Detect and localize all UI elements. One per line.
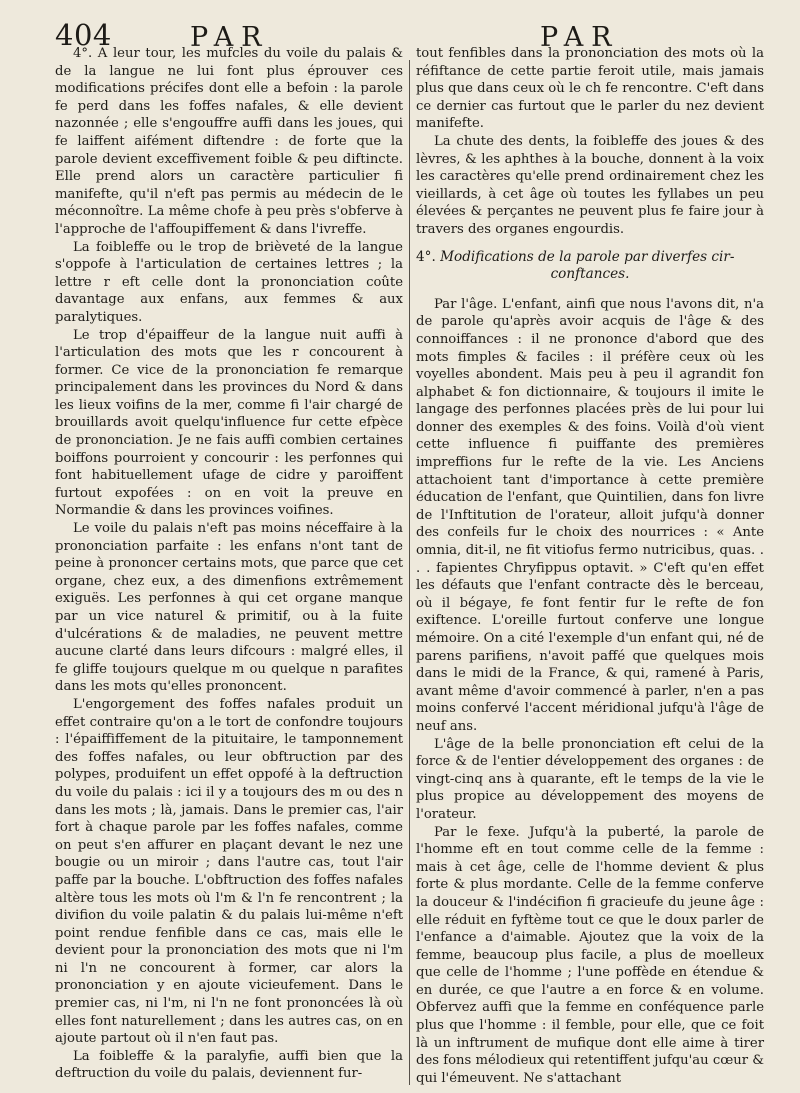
paragraph: La chute des dents, la foibleffe des joues & des lèvres, & les aphthes à la bouche, donnent à la voix les caractères qu'elle prend ordinairement chez les vieillards, à cet âge où toutes les fyllabes un peu élevées & perçantes ne peuvent plus fe faire jour à travers des organes engourdis. [416, 133, 764, 237]
right-column [416, 45, 764, 1087]
section-heading [416, 249, 764, 284]
paragraph: L'âge de la belle prononciation eft celui de la force & de l'entier développement des organes : de vingt-cinq ans à quarante, eft le temps de la vie le plus propice au développement des moyens de l'orateur. [416, 736, 764, 822]
running-head-left: PAR [190, 22, 270, 53]
running-head-right: PAR [540, 22, 620, 53]
paragraph: La foibleffe ou le trop de brièveté de la langue s'oppofe à l'articulation de certaines lettres ; la lettre r eft celle dont la prononciation coûte davantage aux enfans, aux femmes & aux paralytiques. [55, 239, 403, 325]
paragraph: L'engorgement des foffes nafales produit un effet contraire qu'on a le tort de confondre toujours : l'épaiffiffement de la pituitaire, le tamponnement des foffes nafales, ou leur obftruction par des polypes, produifent un effet oppofé à la deftruction du voile du palais : ici il y a toujours des m ou des n dans les mots ; là, jamais. Dans le premier cas, l'air fort à chaque parole par les foffes nafales, comme on peut s'en affurer en plaçant devant le nez une bougie ou un miroir ; dans l'autre cas, tout l'air paffe par la bouche. L'obftruction des foffes nafales altère tous les mots où l'm & l'n fe rencontrent ; la divifion du voile palatin & du palais lui-même n'eft point rendue fenfible dans ce cas, mais elle le devient pour la prononciation des mots que ni l'm ni l'n ne concourent à former, car alors la prononciation y en ajoute vicieufement. Dans le premier cas, ni l'm, ni l'n ne font prononcées là où elles font naturellement ; dans les autres cas, on en ajoute partout où il n'en faut pas. [55, 696, 403, 1047]
paragraph: Par l'âge. L'enfant, ainfi que nous l'avons dit, n'a de parole qu'après avoir acquis de l'âge & des connoiffances : il ne prononce d'abord que des mots fimples & faciles : il préfère ceux où les voyelles abondent. Mais peu à peu il agrandit fon alphabet & fon dictionnaire, & toujours il imite le langage des perfonnes placées près de lui pour lui donner des exemples & des foins. Voilà d'où vient cette influence fi puiffante des premières impreffions fur le refte de la vie. Les Anciens attachoient tant d'importance à cette première éducation de l'enfant, que Quintilien, dans fon livre de l'Inftitution de l'orateur, alloit jufqu'à donner des confeils fur le choix des nourrices : « Ante omnia, dit-il, ne fit vitiofus fermo nutricibus, quas. . . . fapientes Chryfippus optavit. » C'eft qu'en effet les défauts que l'enfant contracte dès le berceau, où il bégaye, fe font fentir fur le refte de fon exiftence. L'oreille furtout conferve une longue mémoire. On a cité l'exemple d'un enfant qui, né de parens parifiens, n'avoit paffé que quelques mois dans le midi de la France, & qui, ramené à Paris, avant même d'avoir commencé à parler, n'en a pas moins confervé l'accent méridional jufqu'à l'âge de neuf ans. [416, 296, 764, 734]
paragraph: Le voile du palais n'eft pas moins néceffaire à la prononciation parfaite : les enfans n'ont tant de peine à prononcer certains mots, que parce que cet organe, chez eux, a des dimenfions extrêmement exiguës. Les perfonnes à qui cet organe manque par un vice naturel & primitif, ou à la fuite d'ulcérations & de maladies, ne peuvent mettre aucune clarté dans leurs difcours : malgré elles, il fe gliffe toujours quelque m ou quelque n parafites dans les mots qu'elles prononcent. [55, 521, 403, 695]
column-rule [409, 60, 410, 1085]
paragraph: Le trop d'épaiffeur de la langue nuit auffi à l'articulation des mots que les r concourent à former. Ce vice de la prononciation fe remarque principalement dans les provinces du Nord & dans les lieux voifins de la mer, comme fi l'air chargé de brouillards avoit quelqu'influence fur cette efpèce de prononciation. Je ne fais auffi combien certaines boiffons pourroient y concourir : les perfonnes qui font habituellement ufage de cidre y paroiffent furtout expofées : on en voit la preuve en Normandie & dans les provinces voifines. [55, 327, 403, 519]
paragraph: La foibleffe & la paralyfie, auffi bien que la deftruction du voile du palais, deviennent fur- [55, 1048, 403, 1082]
section-title-line2: conftances. [550, 266, 630, 283]
paragraph: 4°. A leur tour, les mufcles du voile du palais & de la langue ne lui font plus éprouver ces modifications précifes dont elle a befoin : la parole fe perd dans les foffes nafales, & elle devient nazonnée ; elle s'engouffre auffi dans les joues, qui fe laiffent aifément diftendre : de forte que la parole devient exceffivement foible & peu diftincte. Elle prend alors un caractère particulier fi manifefte, qu'il n'eft pas permis au médecin de le méconnoître. La même chofe à peu près s'obferve à l'approche de l'affoupiffement & dans l'ivreffe. [55, 46, 403, 237]
page-number: 404 [55, 18, 112, 52]
left-column [55, 45, 403, 1083]
paragraph: tout fenfibles dans la prononciation des mots où la réfiftance de cette partie feroit utile, mais jamais plus que dans ceux où le ch fe rencontre. C'eft dans ce dernier cas furtout que le parler du nez devient manifefte. [416, 46, 764, 132]
section-title-line1: Modifications de la parole par diverfes cir- [440, 248, 735, 265]
paragraph: Par le fexe. Jufqu'à la puberté, la parole de l'homme eft en tout comme celle de la femme : mais à cet âge, celle de l'homme devient & plus forte & plus mordante. Celle de la femme conferve la douceur & l'indécifion fi gracieufe du jeune âge : elle réduit en fyftème tout ce que le doux parler de l'enfance a d'aimable. Ajoutez que la voix de la femme, beaucoup plus facile, a plus de moelleux que celle de l'homme ; l'une poffède en étendue & en durée, ce que l'autre a en force & en volume. Obfervez auffi que la femme en conféquence parle plus que l'homme : il femble, pour elle, que ce foit là un inftrument de mufique dont elle aime à tirer des fons mélodieux qui retentiffent jufqu'au cœur & qui l'émeuvent. Ne s'attachant [416, 824, 764, 1086]
section-number: 4°. [416, 248, 436, 265]
